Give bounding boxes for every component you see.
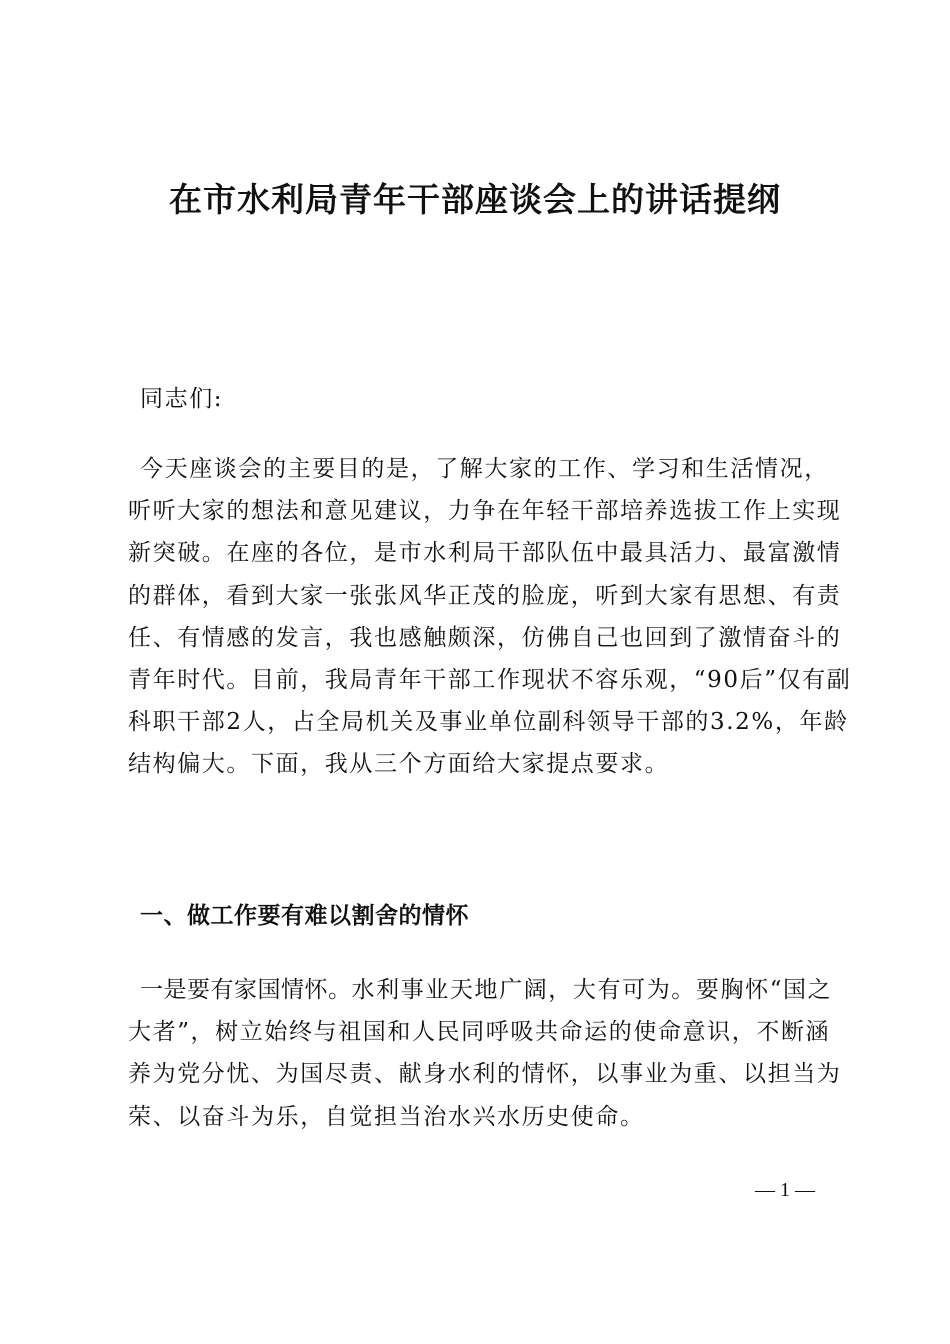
paragraph-body: 水利事业天地广阔，大有可为。要胸怀“国之大者”，树立始终与祖国和人民同呼吸共命运的使命意识，不断涵养为党分忧、为国尽责、献身水利的情怀，以事业为重、以担当为荣、以奋斗为乐，自觉担当治水兴水历史使命。 <box>128 977 842 1130</box>
paragraph-lead: 一是要有家国情怀。 <box>140 977 352 1003</box>
paragraph-family-country <box>128 969 852 1138</box>
section-heading-1: 一、做工作要有难以割舍的情怀 <box>140 903 469 929</box>
paragraph-intro: 今天座谈会的主要目的是，了解大家的工作、学习和生活情况，听听大家的想法和意见建议，力争在年轻干部培养选拔工作上实现新突破。在座的各位，是市水利局干部队伍中最具活力、最富激情的群体，看到大家一张张风华正茂的脸庞，听到大家有思想、有责任、有情感的发言，我也感触颇深，仿佛自己也回到了激情奋斗的青年时代。目前，我局青年干部工作现状不容乐观，“90后”仅有副科职干部2人，占全局机关及事业单位副科领导干部的3.2%，年龄结构偏大。下面，我从三个方面给大家提点要求。 <box>128 456 852 778</box>
greeting: 同志们: <box>140 386 224 412</box>
page-number: — 1 — <box>755 1179 815 1201</box>
document-title: 在市水利局青年干部座谈会上的讲话提纲 <box>169 180 781 219</box>
